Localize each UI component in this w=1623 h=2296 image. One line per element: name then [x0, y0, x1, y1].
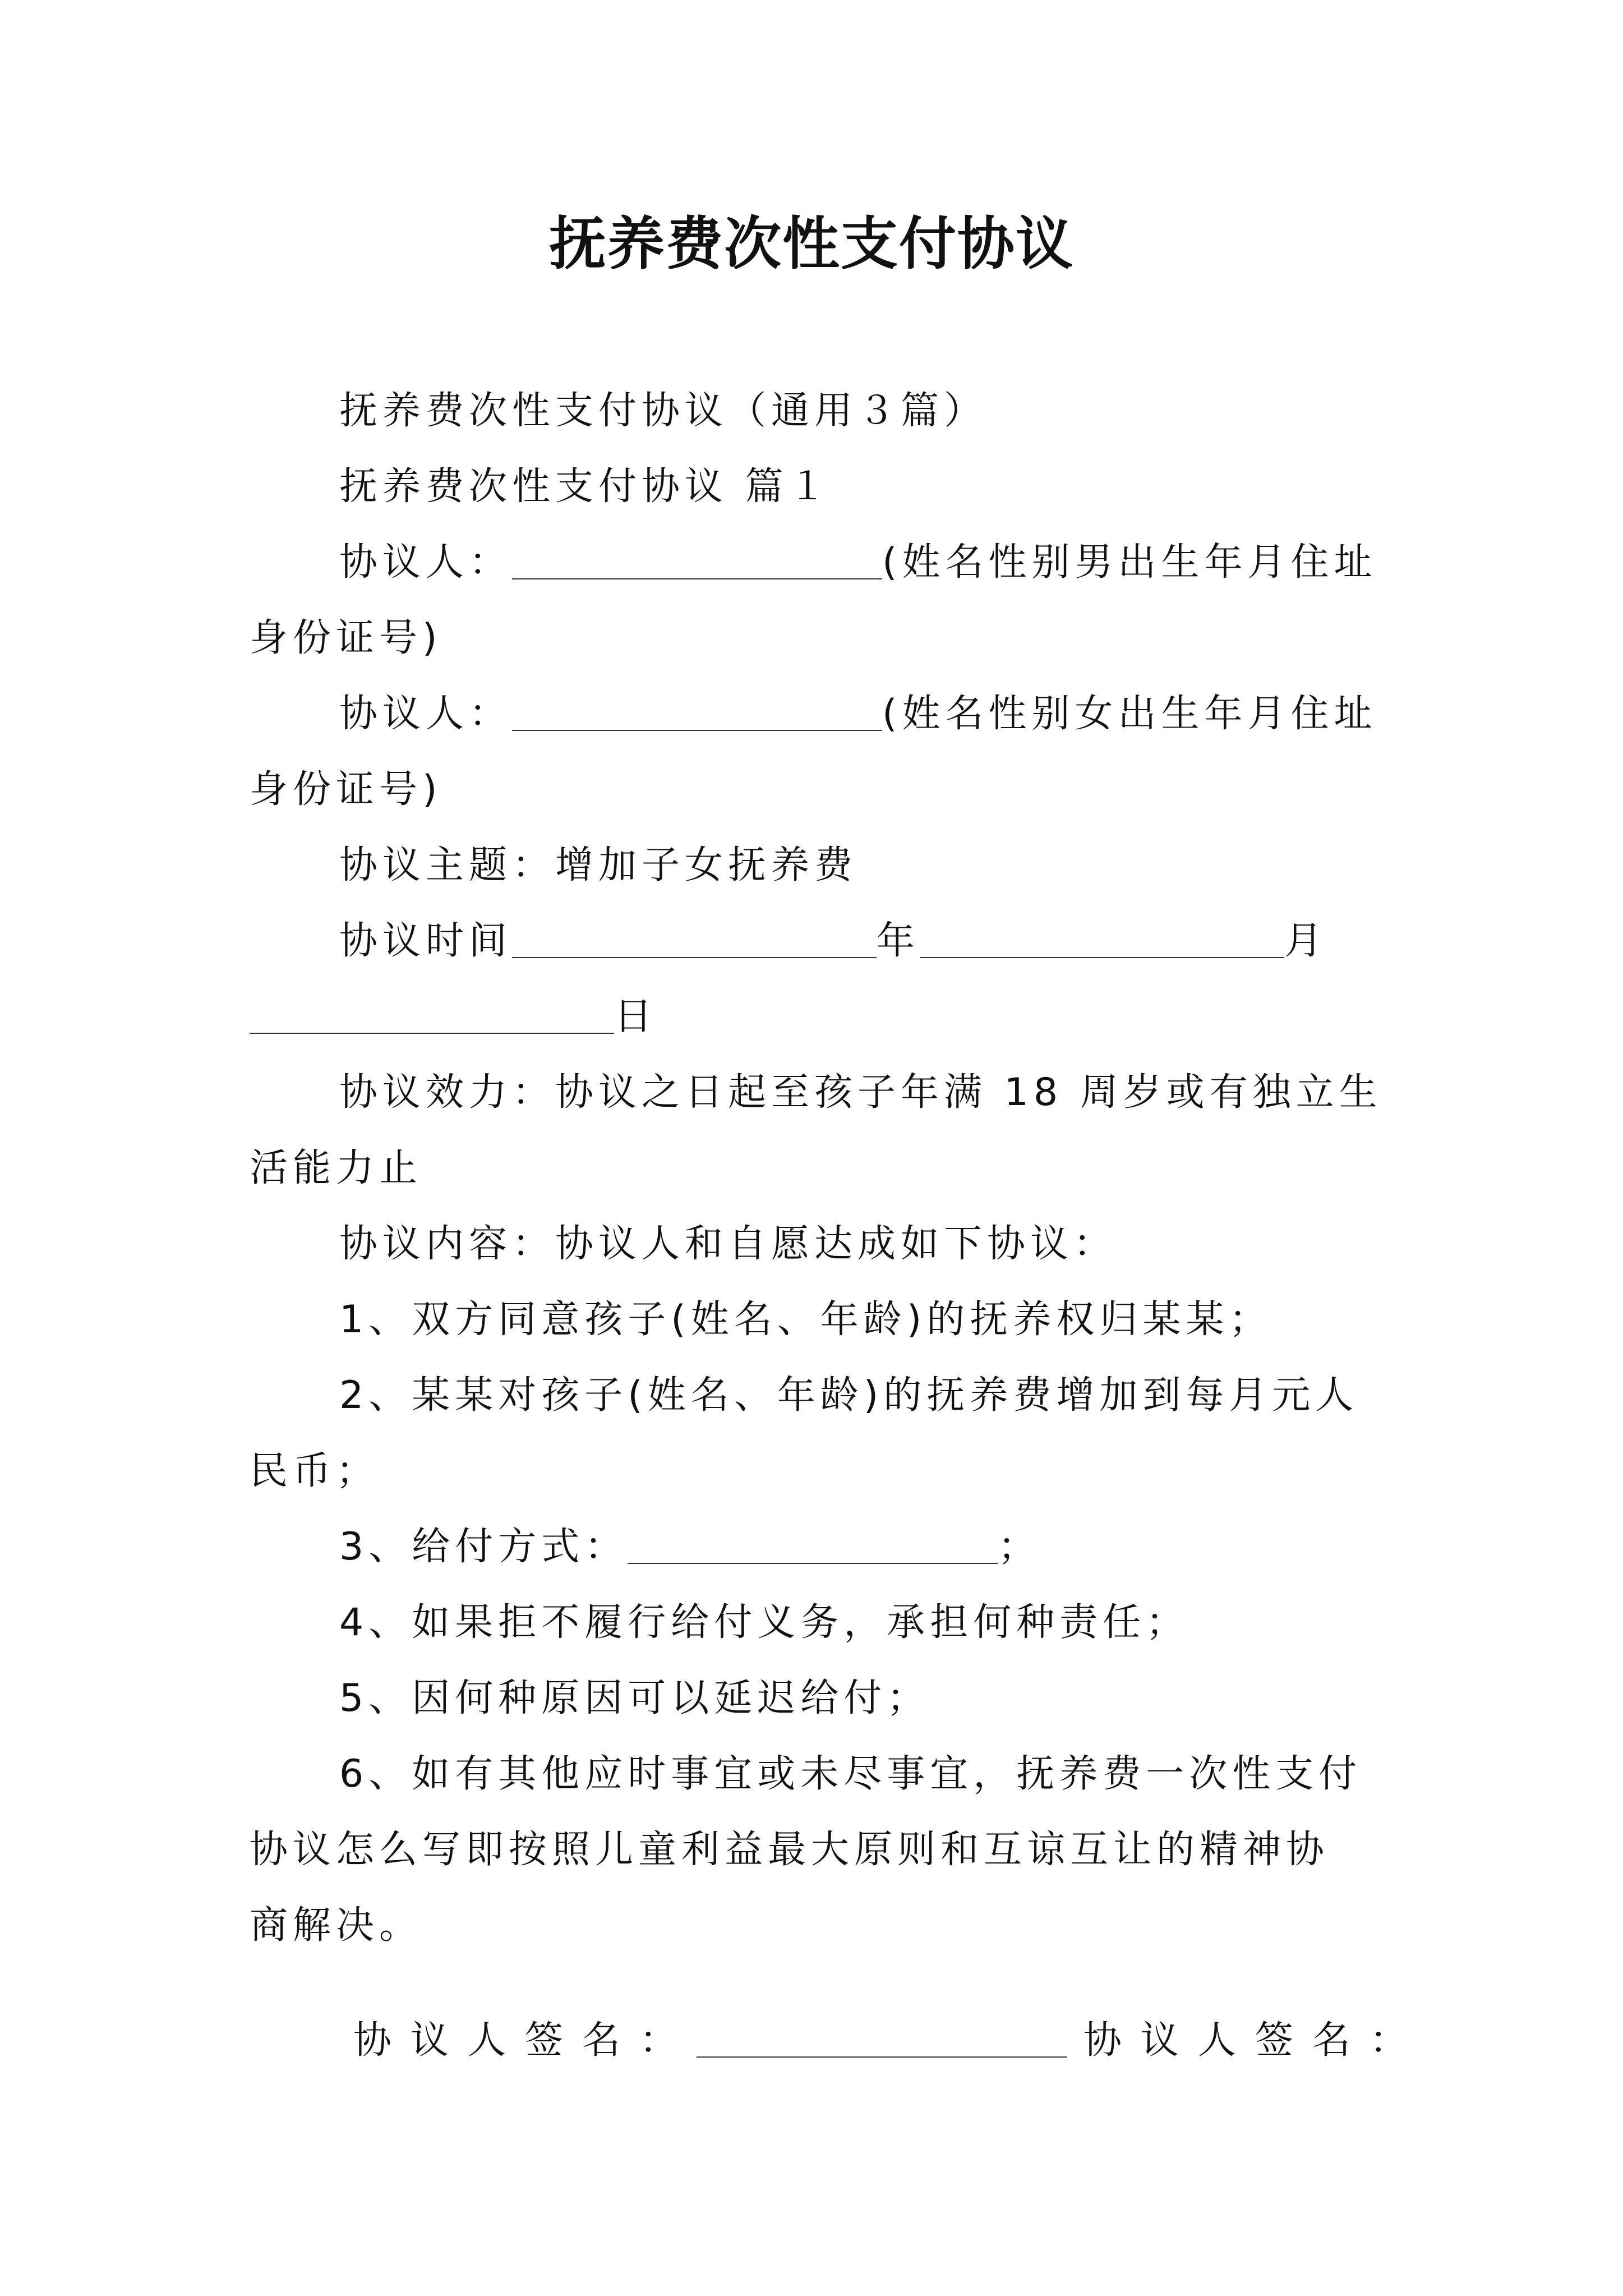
day-label: 日 [614, 995, 658, 1039]
item-6-line2: 协议怎么写即按照儿童利益最大原则和互谅互让的精神协 [250, 1828, 1330, 1872]
content-intro: 协议内容：协议人和自愿达成如下协议： [339, 1222, 1117, 1266]
signature-blank-1 [697, 2023, 1067, 2058]
time-line [250, 903, 1388, 979]
party2-info: (姓名性别女出生年月住址 [882, 692, 1377, 736]
payment-method-blank [628, 1529, 998, 1564]
year-label: 年 [877, 919, 920, 963]
effect-line1: 协议效力：协议之日起至孩子年满 18 周岁或有独立生 [339, 1070, 1382, 1115]
subject-line: 协议主题：增加子女抚养费 [339, 843, 858, 887]
item-4: 4、如果拒不履行给付义务，承担何种责任； [339, 1600, 1189, 1645]
item-3-end: ； [998, 1525, 1041, 1569]
month-label: 月 [1284, 919, 1328, 963]
item-6-line1: 6、如有其他应时事宜或未尽事宜，抚养费一次性支付 [339, 1752, 1362, 1796]
signature-label-1: 协议人签名： [353, 2018, 697, 2063]
party1-label: 协议人： [339, 540, 513, 585]
party1-info: (姓名性别男出生年月住址 [882, 540, 1377, 585]
month-blank [920, 923, 1284, 958]
item-6-line3: 商解决。 [250, 1903, 423, 1948]
party1-line [250, 524, 1388, 600]
day-line [250, 979, 1388, 1055]
subtitle: 抚养费次性支付协议（通用３篇） [339, 389, 988, 433]
item-3 [250, 1509, 1388, 1585]
party2-label: 协议人： [339, 692, 513, 736]
time-label: 协议时间 [339, 919, 513, 963]
signature-line [353, 2003, 1492, 2078]
item-2-line1: 2、某某对孩子(姓名、年龄)的抚养费增加到每月元人 [339, 1373, 1359, 1418]
effect-line2: 活能力止 [250, 1146, 423, 1190]
party2-cont: 身份证号) [250, 767, 442, 812]
party2-name-blank [512, 696, 882, 731]
party1-name-blank [512, 545, 882, 579]
document-title: 抚养费次性支付协议 [549, 210, 1074, 278]
party2-line [250, 676, 1388, 752]
day-blank [250, 999, 614, 1034]
item-3-label: 3、给付方式： [339, 1525, 628, 1569]
year-blank [512, 923, 877, 958]
signature-label-2: 协议人签名： [1083, 2018, 1427, 2063]
item-2-line2: 民币； [250, 1449, 380, 1493]
section-heading: 抚养费次性支付协议 篇１ [339, 464, 832, 509]
party1-cont: 身份证号) [250, 616, 442, 660]
item-5: 5、因何种原因可以延迟给付； [339, 1676, 930, 1720]
item-1: 1、双方同意孩子(姓名、年龄)的抚养权归某某； [339, 1297, 1272, 1342]
